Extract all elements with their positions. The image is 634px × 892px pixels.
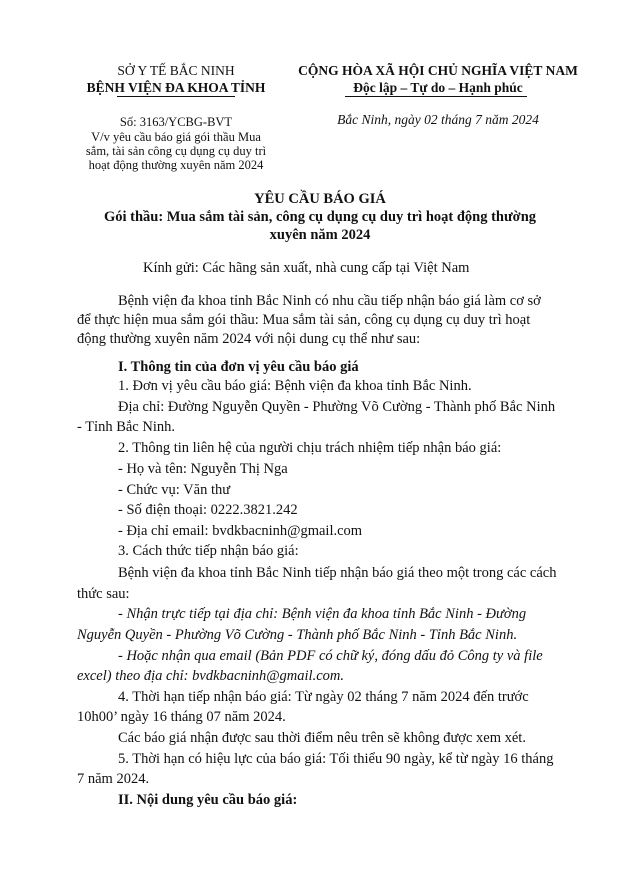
date-place: Bắc Ninh, ngày 02 tháng 7 năm 2024 (337, 112, 539, 127)
contact-position: - Chức vụ: Văn thư (118, 482, 231, 498)
section-2-heading: II. Nội dung yêu cầu báo giá: (118, 792, 298, 808)
item-2: 2. Thông tin liên hệ của người chịu trách nhiệm tiếp nhận báo giá: (118, 440, 502, 456)
recipient-line: Kính gửi: Các hãng sản xuất, nhà cung cấp tại Việt Nam (143, 260, 470, 276)
item-3-desc-line-2: thức sau: (77, 586, 130, 602)
department-name: SỞ Y TẾ BẮC NINH (117, 63, 235, 78)
item-3-desc-line-1: Bệnh viện đa khoa tỉnh Bắc Ninh tiếp nhận báo giá theo một trong các cách (118, 565, 557, 581)
address-line-2: - Tỉnh Bắc Ninh. (77, 419, 175, 435)
intro-line-3: động thường xuyên năm 2024 với nội dung cụ thể như sau: (77, 331, 421, 347)
subject-line-2: sắm, tài sản công cụ dụng cụ duy trì (85, 144, 267, 158)
item-4-line-1: 4. Thời hạn tiếp nhận báo giá: Từ ngày 02 tháng 7 năm 2024 đến trước (118, 689, 529, 705)
item-3: 3. Cách thức tiếp nhận báo giá: (118, 543, 299, 559)
section-1-heading: I. Thông tin của đơn vị yêu cầu báo giá (118, 359, 359, 375)
contact-name: - Họ và tên: Nguyễn Thị Nga (118, 461, 288, 477)
contact-phone: - Số điện thoại: 0222.3821.242 (118, 502, 298, 518)
document-title: YÊU CẦU BÁO GIÁ (254, 191, 386, 207)
method-1-line-2: Nguyễn Quyền - Phường Võ Cường - Thành phố Bắc Ninh - Tỉnh Bắc Ninh. (77, 627, 518, 643)
header-left-underline (117, 96, 235, 97)
subject-line-1: V/v yêu cầu báo giá gói thầu Mua (91, 130, 261, 144)
header-right-underline (345, 96, 527, 97)
subject-line-3: hoạt động thường xuyên năm 2024 (88, 158, 264, 172)
national-motto: Độc lập – Tự do – Hạnh phúc (353, 80, 523, 95)
item-4-note: Các báo giá nhận được sau thời điểm nêu trên sẽ không được xem xét. (118, 730, 526, 746)
method-2-line-1: - Hoặc nhận qua email (Bản PDF có chữ ký, đóng dấu đỏ Công ty và file (118, 648, 543, 664)
hospital-name: BỆNH VIỆN ĐA KHOA TỈNH (86, 80, 266, 95)
document-number: Số: 3163/YCBG-BVT (119, 115, 233, 129)
address-line-1: Địa chỉ: Đường Nguyễn Quyền - Phường Võ Cường - Thành phố Bắc Ninh (118, 399, 556, 415)
item-1: 1. Đơn vị yêu cầu báo giá: Bệnh viện đa khoa tỉnh Bắc Ninh. (118, 378, 472, 394)
package-line-2: xuyên năm 2024 (269, 227, 371, 243)
package-line-1: Gói thầu: Mua sắm tài sản, công cụ dụng cụ duy trì hoạt động thường (103, 209, 537, 225)
contact-email: - Địa chỉ email: bvdkbacninh@gmail.com (118, 523, 363, 539)
method-1-line-1: - Nhận trực tiếp tại địa chỉ: Bệnh viện đa khoa tỉnh Bắc Ninh - Đường (118, 606, 527, 622)
item-4-line-2: 10h00’ ngày 16 tháng 07 năm 2024. (77, 709, 286, 725)
method-2-line-2: excel) theo địa chỉ: bvdkbacninh@gmail.com. (77, 668, 344, 684)
item-5-line-2: 7 năm 2024. (77, 771, 150, 787)
country-name: CỘNG HÒA XÃ HỘI CHỦ NGHĨA VIỆT NAM (298, 63, 578, 78)
intro-line-2: để thực hiện mua sắm gói thầu: Mua sắm tài sản, công cụ dụng cụ duy trì hoạt (77, 312, 531, 328)
item-5-line-1: 5. Thời hạn có hiệu lực của báo giá: Tối thiểu 90 ngày, kể từ ngày 16 tháng (118, 751, 554, 767)
intro-line-1: Bệnh viện đa khoa tỉnh Bắc Ninh có nhu cầu tiếp nhận báo giá làm cơ sở (118, 293, 541, 309)
